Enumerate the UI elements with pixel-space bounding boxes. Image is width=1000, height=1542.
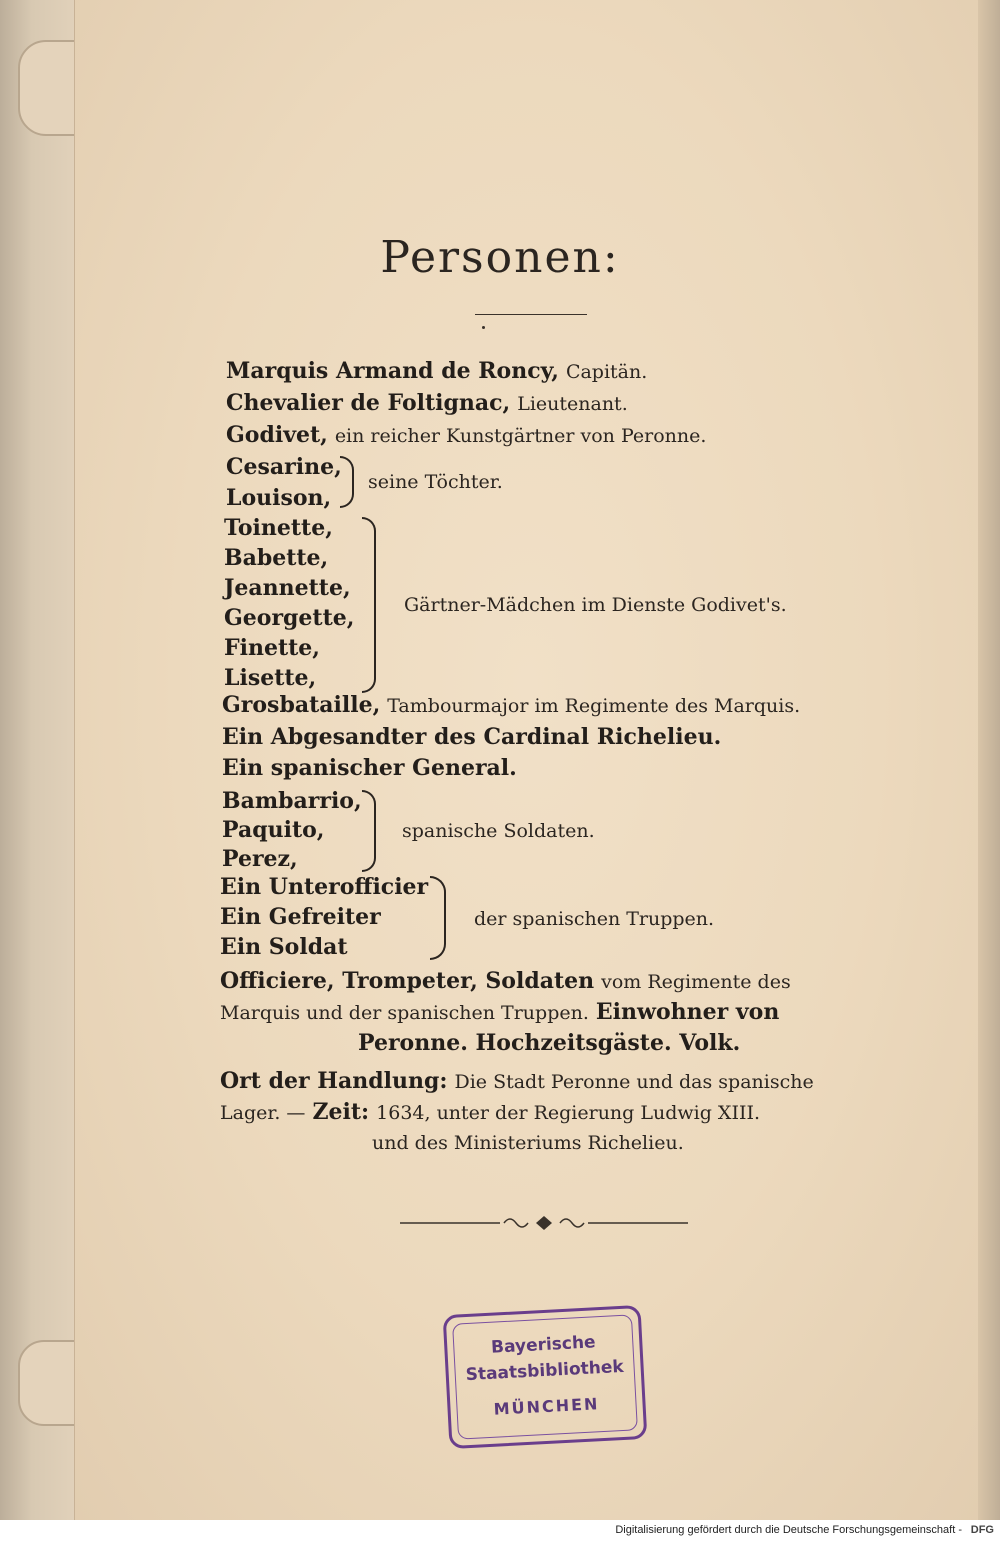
cast-desc: Lieutenant. [517,393,628,415]
setting-place-label: Ort der Handlung: [220,1068,448,1094]
ensemble-line-2 [220,997,779,1028]
setting-line-2 [220,1097,760,1128]
ensemble-line-1 [220,966,791,997]
cast-name: Chevalier de Foltignac, [226,390,511,416]
group-desc-troops: der spanischen Truppen. [474,908,715,930]
cast-name-paquito: Paquito, [222,817,325,843]
stamp-line-3: MÜNCHEN [493,1394,600,1419]
cast-name: Godivet, [226,422,328,448]
ensemble-residents: Einwohner von [595,999,780,1025]
setting-camp-text: Lager. — [220,1102,306,1124]
dfg-logo: DFG [970,1524,994,1536]
cast-name-jeannette: Jeannette, [224,575,351,601]
title-dot [482,326,485,329]
stamp-line-1: Bayerische [490,1332,597,1358]
title-rule [475,314,587,315]
setting-line-3: und des Ministeriums Richelieu. [372,1132,684,1154]
cast-name: Marquis Armand de Roncy, [226,358,559,384]
setting-time-label: Zeit: [312,1099,370,1125]
ensemble-marquis: Marquis und der spanischen Truppen. [220,1002,589,1024]
brace-troops [430,876,446,960]
cast-name: Grosbataille, [222,692,381,718]
group-desc-gardeners: Gärtner-Mädchen im Dienste Godivet's. [404,594,787,616]
setting-place-text: Die Stadt Peronne und das spanische [454,1071,814,1093]
cast-name-finette: Finette, [224,635,320,661]
footer-credit: Digitalisierung gefördert durch die Deutsche Forschungsgemeinschaft - [615,1524,962,1536]
cast-entry-grosbataille [222,690,800,721]
stamp-line-2: Staatsbibliothek [465,1356,625,1386]
cast-entry-envoy: Ein Abgesandter des Cardinal Richelieu. [222,724,722,750]
page-title: Personen: [380,232,620,283]
cast-name-unterofficier: Ein Unterofficier [220,874,429,900]
cast-entry-roncy [226,356,647,387]
group-desc-soldiers: spanische Soldaten. [402,820,595,842]
brace-soldiers [362,790,376,872]
footer-bar [0,1520,1000,1542]
cast-name-gefreiter: Ein Gefreiter [220,904,381,930]
ensemble-officers: Officiere, Trompeter, Soldaten [220,968,595,994]
cast-name-georgette: Georgette, [224,605,355,631]
ornament-divider-icon [400,1211,688,1235]
cast-entry-foltignac [226,388,628,419]
setting-line-1 [220,1066,814,1097]
setting-time-text: 1634, unter der Regierung Ludwig XIII. [376,1102,761,1124]
cast-name-toinette: Toinette, [224,515,333,541]
cast-name-cesarine: Cesarine, [226,454,342,480]
cast-entry-godivet [226,420,706,451]
library-stamp [443,1305,648,1449]
page-right-edge [978,0,1000,1520]
cast-name-lisette: Lisette, [224,665,317,691]
cast-name-perez: Perez, [222,846,298,872]
binding-edge [0,0,80,1520]
cast-name-babette: Babette, [224,545,329,571]
cast-desc: Capitän. [565,361,648,383]
ensemble-regiment: vom Regimente des [601,971,791,993]
book-page [74,0,981,1520]
brace-daughters [340,456,354,508]
cast-desc: Tambourmajor im Regimente des Marquis. [387,695,801,717]
brace-gardeners [362,517,376,693]
cast-entry-general: Ein spanischer General. [222,755,517,781]
group-desc-daughters: seine Töchter. [368,471,503,493]
cast-desc: ein reicher Kunstgärtner von Peronne. [334,425,707,447]
ensemble-line-3: Peronne. Hochzeitsgäste. Volk. [358,1030,741,1056]
cast-name-louison: Louison, [226,485,332,511]
cast-name-bambarrio: Bambarrio, [222,788,362,814]
cast-name-soldat: Ein Soldat [220,934,348,960]
